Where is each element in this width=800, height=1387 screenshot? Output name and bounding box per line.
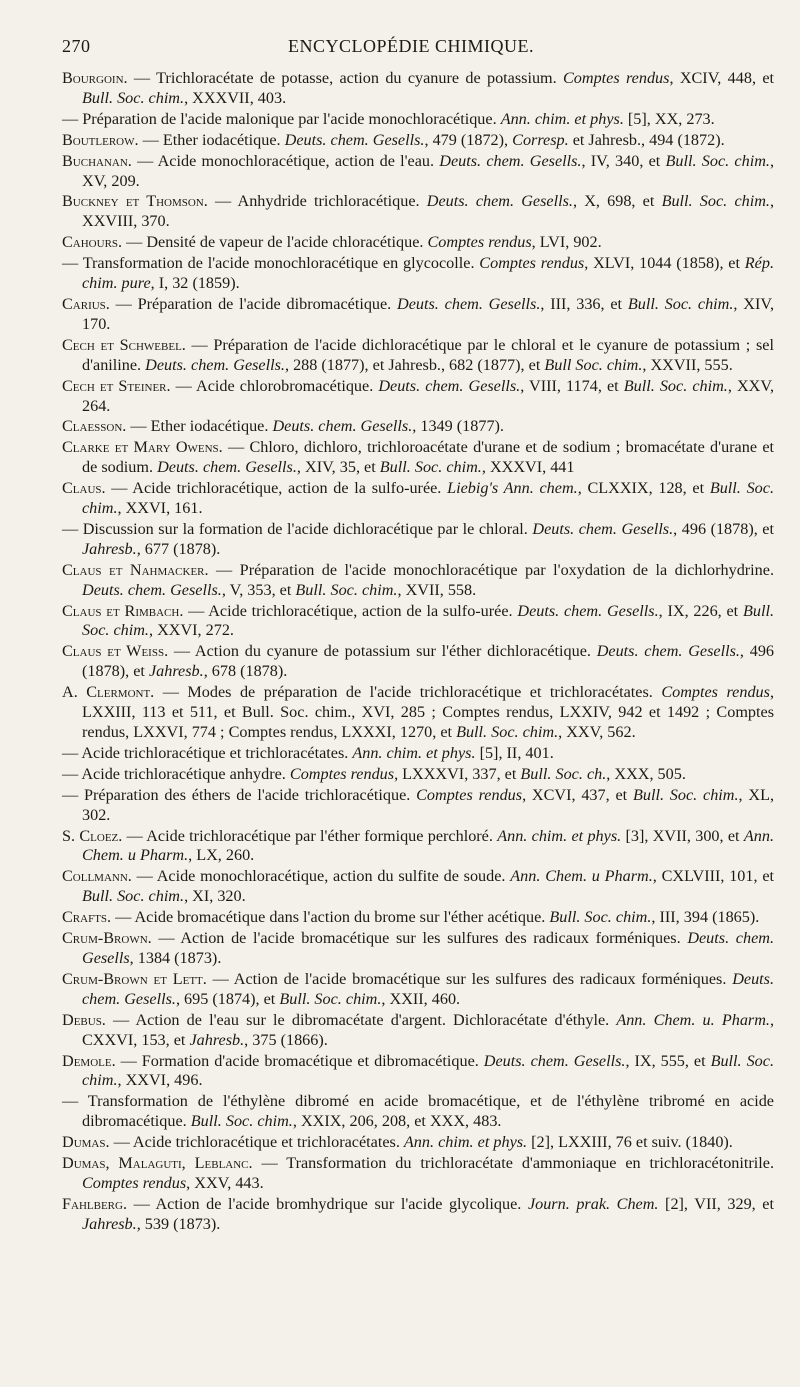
ref-details-2: , XXVII, 555. — [642, 355, 733, 374]
ref-details-2: , XXXVII, 403. — [184, 88, 287, 107]
reference-entry — [62, 336, 774, 376]
ref-author: Claesson. — [62, 417, 127, 436]
bibliography-list — [62, 69, 774, 1236]
ref-journal: Comptes rendus — [416, 785, 523, 804]
ref-author: Clarke et Mary Owens. — [62, 438, 223, 457]
ref-journal-2: Jahresb. — [82, 1214, 137, 1233]
reference-entry — [62, 929, 774, 969]
ref-details-2: , 677 (1878). — [136, 539, 221, 558]
reference-entry — [62, 827, 774, 867]
ref-details: , IV, 340, et — [581, 151, 666, 170]
reference-entry — [62, 295, 774, 335]
ref-details: , CXLVIII, 101, et — [652, 867, 775, 886]
reference-entry — [62, 561, 774, 601]
ref-text: — Discussion sur la formation de l'acide dichloracétique par le chloral. — [62, 519, 533, 538]
ref-journal: Bull. Soc. chim. — [549, 908, 652, 927]
ref-details: , CXXVI, 153, et — [82, 1010, 775, 1049]
ref-journal: Comptes rendus — [563, 69, 670, 87]
ref-details-2: , I, 32 (1859). — [150, 274, 240, 293]
reference-entry — [62, 438, 774, 478]
page-header — [62, 36, 760, 62]
ref-journal-2: Bull. Soc. chim. — [279, 989, 382, 1008]
ref-journal: Deuts. chem. Gesells. — [596, 642, 740, 661]
reference-entry — [62, 765, 774, 785]
ref-text: — Acide trichloracétique, action de la sulfo-urée. — [105, 479, 448, 498]
ref-text: — Action de l'acide bromacétique sur les sulfures des radicaux forméniques. — [151, 929, 688, 948]
ref-journal-2: Bull. Soc. chim. — [456, 723, 559, 741]
ref-details: [2], LXXIII, 76 et suiv. (1840). — [527, 1133, 733, 1152]
ref-author: Debus. — [62, 1010, 106, 1029]
ref-text: — Acide monochloracétique, action du sulfite de soude. — [131, 867, 511, 886]
ref-text: — Ether iodacétique. — [138, 130, 285, 149]
ref-details-2: , XVII, 558. — [397, 580, 477, 599]
ref-details: , V, 353, et — [221, 580, 296, 599]
ref-text: — Transformation de l'éthylène dibromé en acide bromacétique, et de l'éthylène tribromé en acide dibromacétique. — [62, 1092, 774, 1131]
ref-journal-2: Bull. Soc. chim. — [82, 88, 185, 107]
ref-text: — Action du cyanure de potassium sur l'éther dichloracétique. — [168, 642, 597, 661]
ref-author: Claus et Weiss. — [62, 642, 169, 661]
ref-author: Crum-Brown. — [62, 929, 152, 948]
ref-details: , CLXXIX, 128, et — [577, 479, 710, 498]
ref-journal: Deuts. chem. Gesells. — [426, 192, 573, 211]
ref-details-2: , XXX, 505. — [606, 764, 686, 783]
reference-entry — [62, 1011, 774, 1051]
ref-author: Crum-Brown et Lett. — [62, 969, 207, 988]
reference-entry — [62, 479, 774, 519]
ref-details-2: , 539 (1873). — [136, 1214, 221, 1233]
ref-text: — Action de l'eau sur le dibromacétate d'argent. Dichloracétate d'éthyle. — [105, 1010, 617, 1029]
reference-entry — [62, 1195, 774, 1235]
reference-entry — [62, 867, 774, 907]
ref-author: Buchanan. — [62, 151, 132, 170]
ref-author: Dumas. — [62, 1133, 110, 1152]
ref-journal-2: Bull. Soc. chim. — [82, 601, 774, 640]
ref-author: Cech et Schwebel. — [62, 335, 186, 354]
ref-journal-2: Jahresb. — [148, 662, 204, 681]
ref-journal-2: Bull. Soc. chim. — [379, 458, 482, 477]
ref-journal: Ann. chim. et phys. — [352, 743, 476, 762]
ref-details-2: , XXV, 264. — [82, 376, 775, 415]
ref-journal-2: Bull. Soc. chim. — [627, 294, 734, 313]
ref-journal-2: Jahresb. — [82, 539, 137, 558]
ref-text: — Densité de vapeur de l'acide chloracétique. — [122, 233, 428, 252]
ref-journal: Deuts. chem. Gesells. — [517, 601, 659, 620]
ref-details-2: , XIV, 170. — [82, 294, 774, 333]
ref-author: Bourgoin. — [62, 69, 128, 87]
ref-text: — Acide trichloracétique et trichloracétates. — [62, 743, 353, 762]
ref-author: Crafts. — [62, 908, 112, 927]
ref-text: — Chloro, dichloro, trichloroacétate d'urane et de sodium ; bromacétate d'urane et de sodium. — [82, 438, 774, 477]
reference-entry — [62, 1133, 774, 1153]
ref-details: , IX, 226, et — [658, 601, 743, 620]
ref-details-2: , XXVIII, 370. — [82, 192, 775, 231]
ref-details-2: , XXII, 460. — [381, 989, 461, 1008]
reference-entry — [62, 642, 774, 682]
ref-journal: Comptes rendus — [82, 1173, 187, 1192]
reference-entry — [62, 69, 774, 109]
ref-text: — Action de l'acide bromhydrique sur l'acide glycolique. — [127, 1194, 528, 1213]
reference-entry — [62, 377, 774, 417]
ref-text: — Formation d'acide bromacétique et dibromacétique. — [115, 1051, 484, 1070]
ref-journal-2: Bull. Soc. chim. — [82, 479, 774, 518]
ref-details: , 496 (1878), et — [673, 519, 774, 538]
ref-journal: Ann. chim. et phys. — [497, 826, 622, 845]
ref-journal-2: Bull. Soc. chim. — [665, 151, 770, 170]
ref-details: , 479 (1872), — [424, 130, 513, 149]
reference-entry — [62, 602, 774, 642]
ref-text: — Acide monochloracétique, action de l'eau. — [131, 151, 440, 170]
ref-details-2: , XXV, 562. — [558, 723, 636, 741]
ref-author: Claus et Rimbach. — [62, 601, 184, 620]
reference-entry — [62, 152, 774, 192]
ref-journal: Deuts. chem. Gesells. — [82, 969, 775, 1008]
ref-text: — Préparation de l'acide monochloracétique par l'oxydation de la dichlorhydrine. — [208, 560, 775, 579]
ref-journal-2: Ann. Chem. u Pharm. — [82, 826, 774, 865]
ref-journal: Ann. Chem. u. Pharm. — [616, 1010, 770, 1029]
running-title: ENCYCLOPÉDIE CHIMIQUE. — [288, 36, 534, 56]
ref-details: [5], II, 401. — [475, 743, 554, 762]
ref-details: , XXV, 443. — [186, 1173, 264, 1192]
ref-author: S. Cloez. — [62, 826, 123, 845]
reference-entry — [62, 192, 774, 232]
ref-author: Collmann. — [62, 867, 132, 886]
ref-journal-2: Bull. Soc. chim. — [632, 785, 739, 804]
ref-journal: Deuts. chem. Gesells. — [397, 294, 541, 313]
ref-details-2: , 678 (1878). — [203, 662, 288, 681]
ref-journal-2: Jahresb. — [189, 1030, 245, 1049]
ref-text: — Acide trichloracétique anhydre. — [62, 764, 290, 783]
ref-details-2: , LX, 260. — [188, 846, 255, 865]
ref-details: , VIII, 1174, et — [520, 376, 624, 395]
ref-journal: Deuts. chem. Gesells — [82, 929, 774, 967]
ref-author: Claus. — [62, 479, 106, 498]
ref-author: Carius. — [62, 294, 110, 313]
ref-journal: Deuts. chem. Gesells. — [532, 519, 674, 538]
ref-journal: Ann. chim. et phys. — [500, 109, 624, 128]
ref-details-2: , XI, 320. — [184, 887, 246, 906]
ref-journal: Deuts. chem. Gesells. — [157, 458, 297, 477]
reference-entry — [62, 908, 774, 928]
reference-entry — [62, 744, 774, 764]
ref-text: — Préparation de l'acide dibromacétique. — [109, 294, 398, 313]
ref-journal: Deuts. chem. Gesells. — [145, 355, 285, 374]
ref-author: Buckney et Thomson. — [62, 192, 208, 211]
ref-journal-2: Bull Soc. chim. — [544, 355, 643, 374]
ref-author: Boutlerow. — [62, 130, 139, 149]
ref-text: — Action de l'acide bromacétique sur les sulfures des radicaux forméniques. — [206, 969, 733, 988]
ref-details: , XCVI, 437, et — [522, 785, 633, 804]
ref-journal-2: Corresp. — [512, 130, 569, 149]
ref-text: — Acide trichloracétique, action de la sulfo-urée. — [183, 601, 518, 620]
ref-journal: Ann. chim. et phys. — [403, 1133, 528, 1152]
ref-details: , LXXIII, 113 et 511, et Bull. Soc. chim., XVI, 285 ; Comptes rendus, LXXIV, 942 et 1492 ; Comptes rendus, LXXVI, 774 ; Comptes rendus, LXXXI, 1270, et — [82, 683, 774, 741]
ref-journal-2: Bull. Soc. chim. — [295, 580, 398, 599]
reference-entry — [62, 1052, 774, 1092]
ref-details: , XIV, 35, et — [296, 458, 380, 477]
ref-author: Demole. — [62, 1051, 116, 1070]
ref-journal: Bull. Soc. chim. — [190, 1112, 293, 1131]
reference-entry — [62, 520, 774, 560]
reference-entry — [62, 786, 774, 826]
ref-details: [2], VII, 329, et — [658, 1194, 774, 1213]
ref-text: — Acide bromacétique dans l'action du brome sur l'éther acétique. — [111, 908, 550, 927]
ref-details: , 496 (1878), et — [82, 642, 774, 681]
ref-text: — Préparation de l'acide dichloracétique par le chloral et le cyanure de potassium ; sel d'aniline. — [82, 335, 774, 374]
ref-journal-2: Bull. Soc. chim. — [661, 192, 770, 211]
ref-details: , III, 394 (1865). — [651, 908, 760, 927]
ref-details-2: , XXVI, 161. — [117, 499, 203, 518]
ref-journal: Journ. prak. Chem. — [527, 1194, 659, 1213]
ref-details: , 695 (1874), et — [175, 989, 280, 1008]
ref-text: — Acide chlorobromacétique. — [170, 376, 379, 395]
ref-journal: Deuts. chem. Gesells. — [82, 580, 222, 599]
ref-details: , XXIX, 206, 208, et XXX, 483. — [292, 1112, 502, 1131]
ref-journal-2: Bull. Soc. chim. — [82, 887, 185, 906]
ref-journal: Ann. Chem. u Pharm. — [510, 867, 653, 886]
ref-journal-2: Rép. chim. pure — [82, 254, 775, 293]
reference-entry — [62, 683, 774, 743]
reference-entry — [62, 131, 774, 151]
ref-text: — Préparation des éthers de l'acide trichloracétique. — [62, 785, 417, 804]
ref-journal: Comptes rendus — [479, 254, 585, 273]
ref-details: , III, 336, et — [540, 294, 628, 313]
ref-text: — Préparation de l'acide malonique par l'acide monochloracétique. — [62, 109, 501, 128]
ref-details: , 288 (1877), et Jahresb., 682 (1877), et — [284, 355, 545, 374]
ref-details-2: , 375 (1866). — [244, 1030, 328, 1049]
ref-journal: Comptes rendus — [427, 233, 532, 252]
page-number: 270 — [62, 36, 91, 56]
ref-text: — Anhydride trichloracétique. — [207, 192, 427, 211]
ref-details: [5], XX, 273. — [623, 109, 715, 128]
ref-journal: Deuts. chem. Gesells. — [378, 376, 521, 395]
ref-text: — Acide trichloracétique et trichloracétates. — [109, 1133, 404, 1152]
ref-journal: Deuts. chem. Gesells. — [272, 417, 413, 436]
ref-details-2: , XXVI, 496. — [117, 1071, 203, 1090]
ref-author: A. Clermont. — [62, 683, 155, 702]
ref-text: — Transformation du trichloracétate d'ammoniaque en trichloracétonitrile. — [252, 1154, 774, 1173]
ref-details: , 1349 (1877). — [412, 417, 504, 436]
ref-details-2: et Jahresb., 494 (1872). — [568, 130, 725, 149]
reference-entry — [62, 233, 774, 253]
ref-author: Fahlberg. — [62, 1194, 127, 1213]
ref-journal: Deuts. chem. Gesells. — [284, 130, 425, 149]
ref-author: Cech et Steiner. — [62, 376, 171, 395]
ref-text: — Ether iodacétique. — [126, 417, 273, 436]
ref-details-2: , XV, 209. — [82, 151, 774, 190]
reference-entry — [62, 970, 774, 1010]
ref-text: — Transformation de l'acide monochloracétique en glycocolle. — [62, 254, 480, 273]
ref-details: , LXXXVI, 337, et — [394, 764, 521, 783]
reference-entry — [62, 1154, 774, 1194]
ref-text: — Trichloracétate de potasse, action du cyanure de potassium. — [127, 69, 563, 87]
ref-details-2: , XL, 302. — [82, 785, 775, 824]
reference-entry — [62, 110, 774, 130]
ref-details: , 1384 (1873). — [129, 948, 222, 967]
ref-author: Dumas, Malaguti, Leblanc. — [62, 1154, 253, 1173]
reference-entry — [62, 254, 774, 294]
ref-journal: Comptes rendus — [289, 764, 395, 783]
ref-text: — Modes de préparation de l'acide trichloracétique et trichloracétates. — [154, 683, 662, 702]
ref-details: , X, 698, et — [572, 192, 662, 211]
ref-details: , XCIV, 448, et — [669, 69, 775, 87]
reference-entry — [62, 1092, 774, 1132]
ref-journal-2: Bull. Soc. chim. — [623, 376, 728, 395]
ref-journal-2: Bull. Soc. ch. — [520, 764, 607, 783]
reference-entry — [62, 417, 774, 437]
ref-journal: Deuts. chem. Gesells. — [483, 1051, 626, 1070]
ref-journal: Comptes rendus — [661, 683, 770, 702]
ref-author: Cahours. — [62, 233, 123, 252]
ref-details: [3], XVII, 300, et — [621, 826, 744, 845]
ref-journal: Liebig's Ann. chem. — [447, 479, 578, 498]
ref-journal: Deuts. chem. Gesells. — [439, 151, 582, 170]
ref-details-2: , XXXVI, 441 — [481, 458, 575, 477]
ref-details-2: , XXVI, 272. — [148, 621, 234, 640]
ref-text: — Acide trichloracétique par l'éther formique perchloré. — [122, 826, 498, 845]
ref-author: Claus et Nahmacker. — [62, 560, 209, 579]
ref-journal-2: Bull. Soc. chim. — [82, 1051, 775, 1090]
ref-details: , LVI, 902. — [531, 233, 602, 252]
ref-details: , XLVI, 1044 (1858), et — [584, 254, 745, 273]
ref-details: , IX, 555, et — [625, 1051, 711, 1070]
